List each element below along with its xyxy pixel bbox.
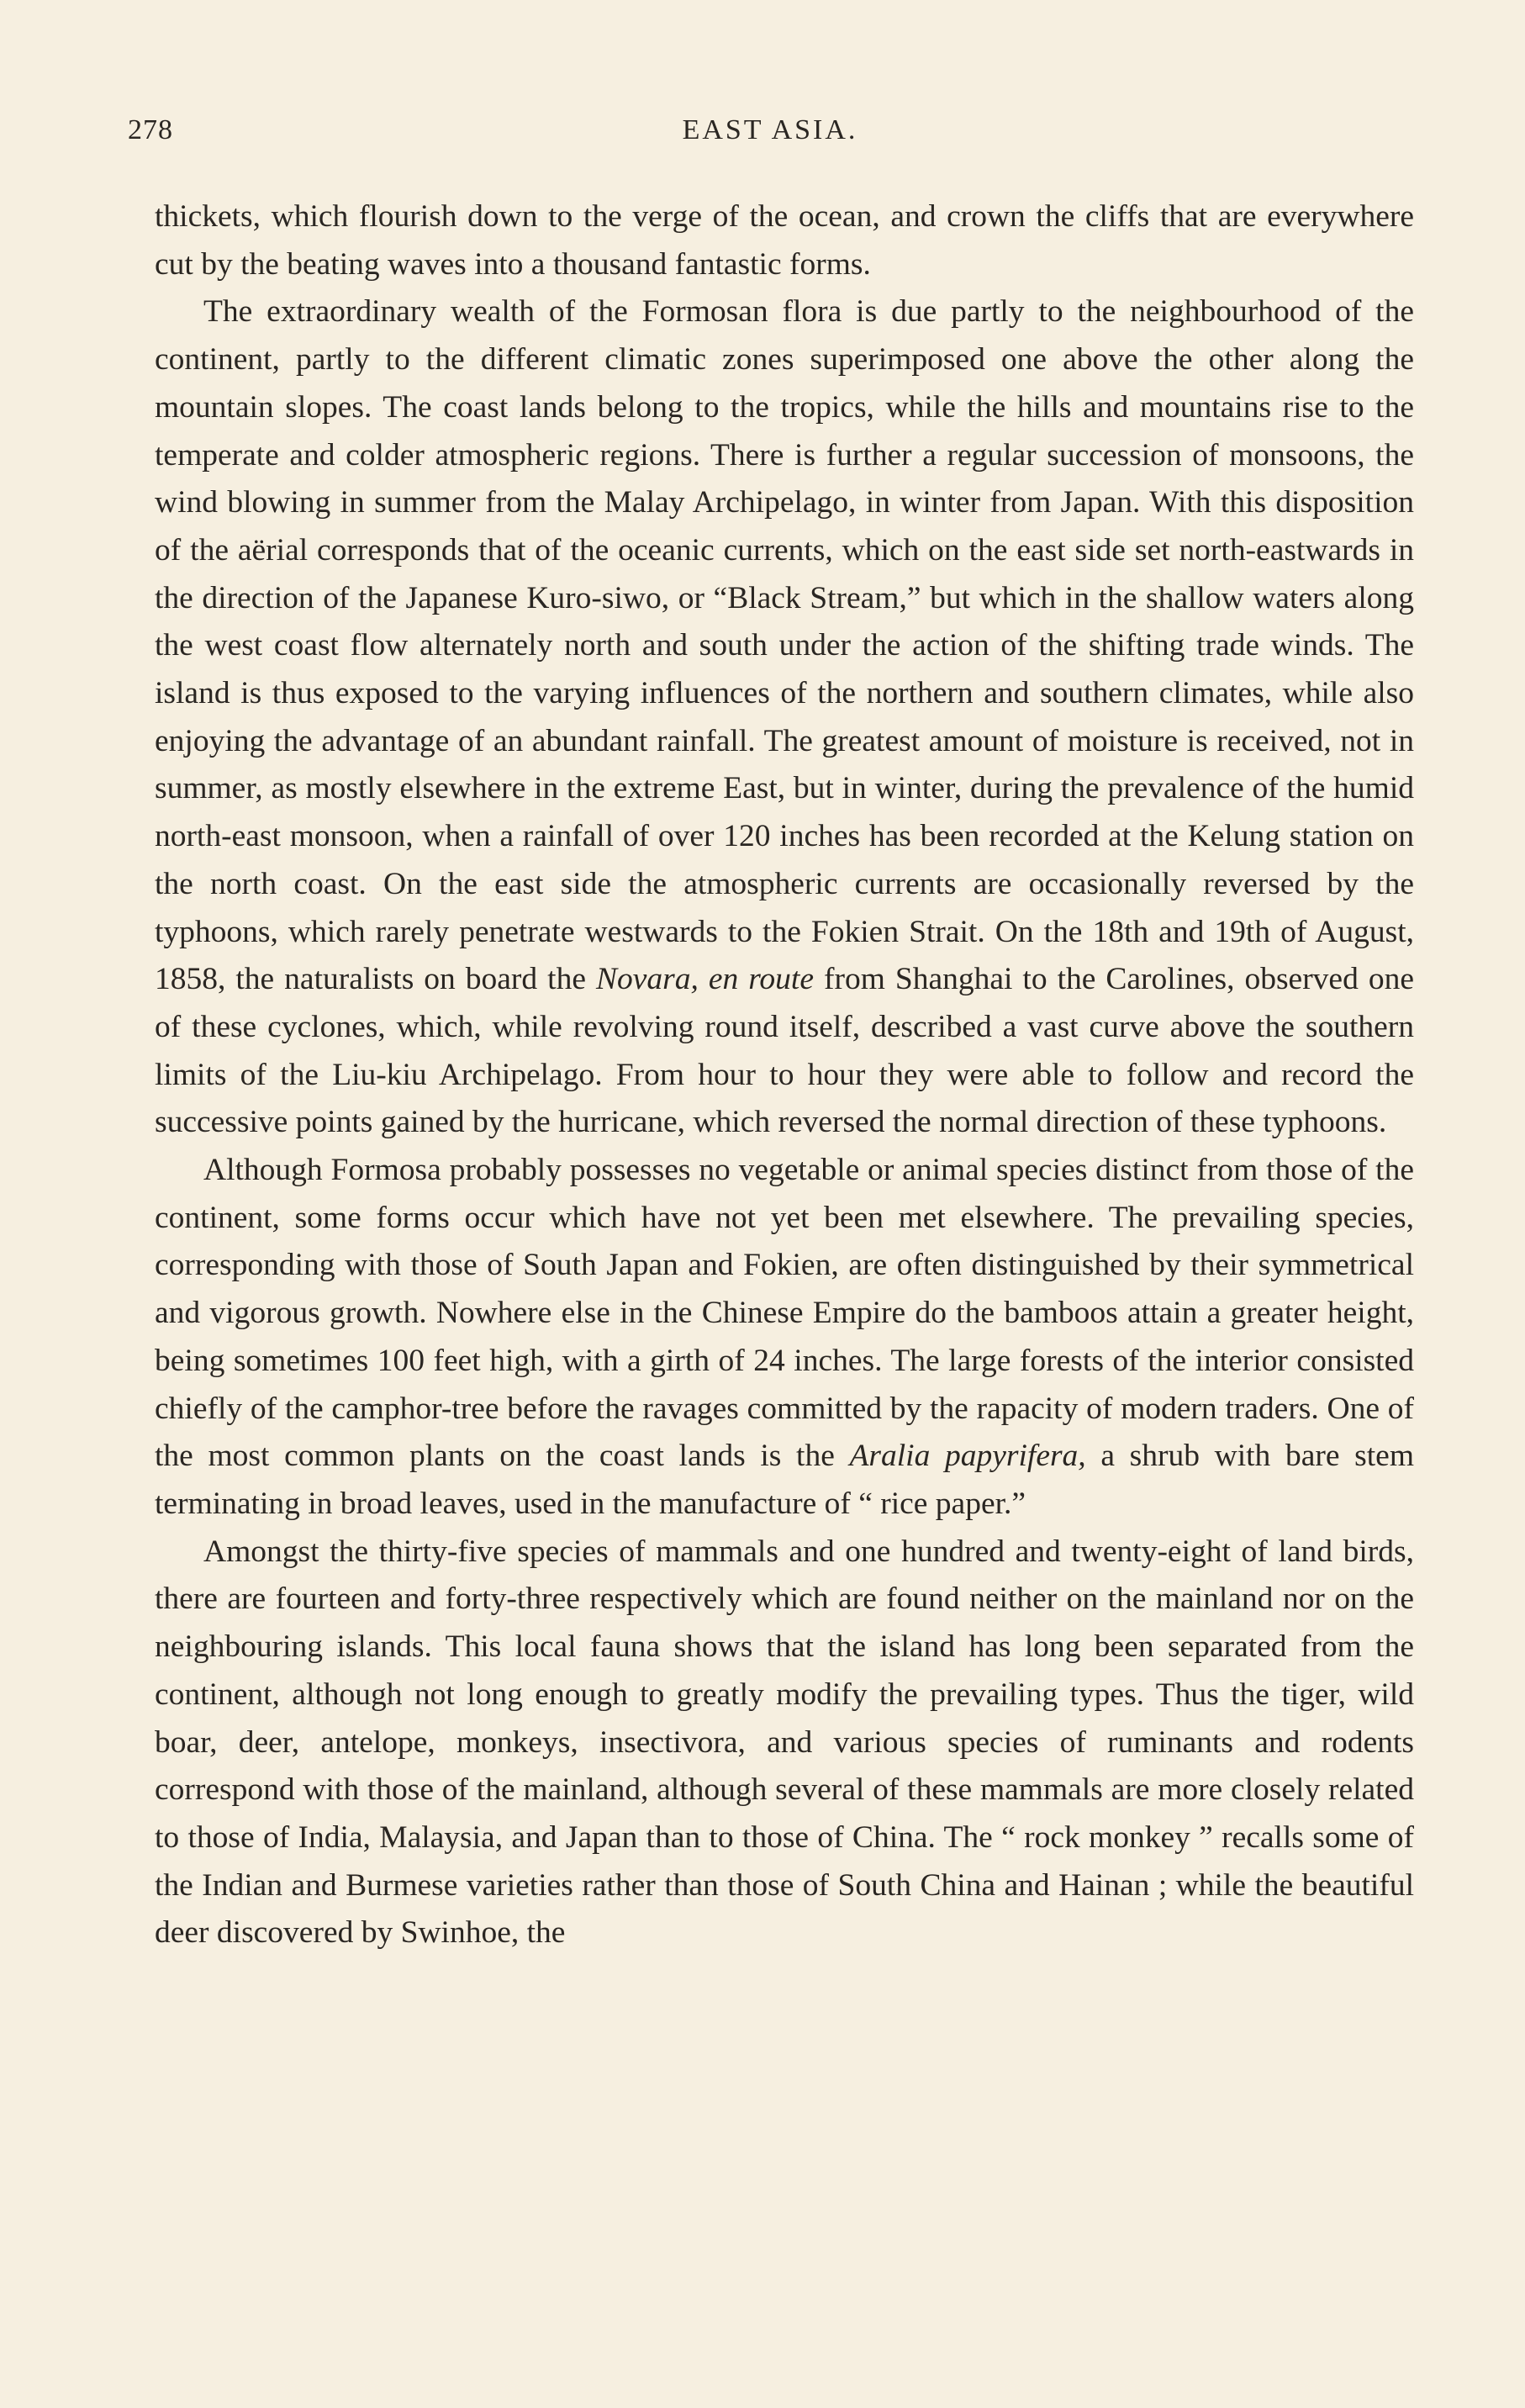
paragraph-text: Amongst the thirty-five species of mammals and one hundred and twenty-eight of land birds, there are fourteen and forty-three respectively which are found neither on the mainland nor on the neighbouring islands. This local fauna shows that the island has long been separated from the continent, although not long enough to greatly modify the prevailing types. Thus the tiger, wild boar, deer, antelope, monkeys, insectivora, and various species of ruminants and rodents correspond with those of the mainland, although several of these mammals are more closely related to those of India, Malaysia, and Japan than to those of China. The “ rock monkey ” recalls some of the Indian and Burmese varieties rather than those of South China and Hainan ; while the beautiful deer discovered by Swinhoe, the — [155, 1534, 1414, 1951]
paragraph-species — [155, 1147, 1414, 1529]
paragraph-formosan-flora — [155, 288, 1414, 1147]
paragraph-text: a shrub with bare stem terminating in broad leaves, used in the manufacture of “ rice paper.” — [155, 1439, 1414, 1521]
body-text — [155, 193, 1414, 1957]
page-number: 278 — [128, 114, 173, 145]
paragraph-text: thickets, which flourish down to the verge of the ocean, and crown the cliffs that are everywhere cut by the beating waves into a thousand fantastic forms. — [155, 199, 1414, 282]
running-title: EAST ASIA. — [682, 114, 858, 145]
paragraph-text: Although Formosa probably possesses no vegetable or animal species distinct from those of the continent, some forms occur which have not yet been met elsewhere. The prevailing species, corresponding with those of South Japan and Fokien, are often distinguished by their symmetrical and vigorous growth. Nowhere else in the Chinese Empire do the bamboos attain a greater height, being sometimes 100 feet high, with a girth of 24 inches. The large forests of the interior consisted chiefly of the camphor-tree before the ravages committed by the rapacity of modern traders. One of the most common plants on the coast lands is the — [155, 1153, 1414, 1474]
ship-name-italic: Novara, en route — [595, 962, 814, 997]
paragraph-text: The extraordinary wealth of the Formosan flora is due partly to the neighbourhood of the continent, partly to the different climatic zones superimposed one above the other along the mountain slopes. The coast lands belong to the tropics, while the hills and mountains rise to the temperate and colder atmospheric regions. There is further a regular succession of monsoons, the wind blowing in summer from the Malay Archipelago, in winter from Japan. With this disposition of the aërial corresponds that of the oceanic currents, which on the east side set north-eastwards in the direction of the Japanese Kuro-siwo, or “Black Stream,” but which in the shallow waters along the west coast flow alternately north and south under the action of the shifting trade winds. The island is thus exposed to the varying influences of the northern and southern climates, while also enjoying the advantage of an abundant rainfall. The greatest amount of moisture is received, not in summer, as mostly elsewhere in the extreme East, but in winter, during the prevalence of the humid north-east monsoon, when a rainfall of over 120 inches has been recorded at the Kelung station on the north coast. On the east side the atmospheric currents are occasionally reversed by the typhoons, which rarely penetrate westwards to the Fokien Strait. On the 18th and 19th of August, 1858, the naturalists on board the — [155, 294, 1414, 997]
running-head — [128, 114, 1412, 156]
plant-name-italic: Aralia papyrifera, — [849, 1439, 1086, 1474]
paragraph-fauna — [155, 1529, 1414, 1957]
paragraph-continued — [155, 193, 1414, 288]
paragraph-text: from Shanghai to the Carolines, observed one of these cyclones, which, while revolving round itself, described a vast curve above the southern limits of the Liu-kiu Archipelago. From hour to hour they were able to follow and record the successive points gained by the hurricane, which reversed the normal direction of these typhoons. — [155, 962, 1414, 1140]
